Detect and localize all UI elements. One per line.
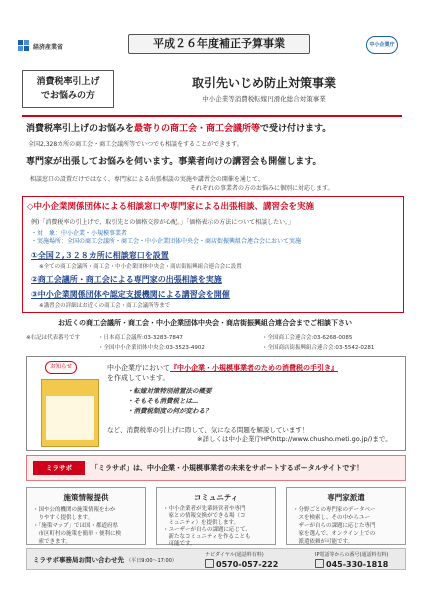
- lead-line-4b: それぞれの事業者の方のお悩みに個別に対応します。: [190, 185, 334, 192]
- mirasapo-band: [26, 455, 406, 481]
- notice-f2: ※詳しくは中小企業庁HP(http://www.chusho.meti.go.jp/)まで。: [197, 435, 392, 443]
- meti-logo-block: [18, 38, 88, 54]
- topic-3: ・消費税制度の何が変わる？: [127, 407, 212, 415]
- notice-footer: [107, 426, 392, 444]
- meti-name: 経済産業省: [33, 43, 64, 51]
- handbook-cover-image: [41, 379, 99, 447]
- pane-policy-line: りやすく提供します。: [33, 515, 94, 521]
- phone-icon: [205, 559, 214, 568]
- handbook-topics: [127, 386, 212, 416]
- notice-l1: 中小企業庁において: [107, 364, 170, 372]
- lead-line-1: [26, 121, 331, 134]
- lead-line-4a: 相談窓口の設置だけではなく、専門家による出張相談の実施や講習会の開催を通じて、: [30, 176, 264, 183]
- pane-expert-title: 専門家派遣: [327, 493, 365, 502]
- support-heading: ◇中小企業関係団体による相談窓口や専門家による出張相談、講習会を実施: [27, 202, 315, 212]
- pane-expert-line: ザーが自らの課題に応じた専門: [293, 523, 376, 529]
- contact-jcci: ・日本商工会議所:03-3283-7847: [98, 335, 183, 341]
- footer-inquiry: [33, 555, 177, 564]
- lead-line-2: 全国2,328カ所の商工会・商工会議所等でいつでも相談をすることができます。: [28, 141, 243, 148]
- left-title-box: [22, 70, 114, 108]
- pane-policy-line: ・「施策マップ」では国・都道府県: [33, 523, 119, 529]
- pane-community: [156, 487, 276, 545]
- notice-l2: を作成しています。: [107, 374, 170, 382]
- main-title: 取引先いじめ防止対策事業: [191, 76, 336, 90]
- pane-policy-line: 市区町村の施策を簡単・便利に検: [33, 531, 122, 537]
- pane-community-line: 家との情報交換ができる場（コ: [163, 513, 246, 519]
- ip-number[interactable]: 045-330-1818: [326, 560, 389, 569]
- pane-expert-line: スを検索し、その中からユー: [293, 515, 371, 521]
- handbook-illustration: [46, 396, 94, 440]
- navi-label: ナビダイヤル(通話料有料): [205, 552, 264, 558]
- pane-community-line: 新たなコミュニティを作ることも: [163, 534, 251, 540]
- contact-shokokai: ・全国商工会連合会:03-6268-0085: [262, 335, 353, 341]
- contact-chuokai: ・全国中小企業団体中央会:03-3523-4902: [98, 345, 205, 351]
- item-1-sub: ※全ての商工会議所・商工会・中小企業団体中央会・商店街振興組合連合会に設置: [39, 264, 242, 270]
- consult-line: お近くの商工会議所・商工会・中小企業団体中央会・商店街振興組合連合会までご相談下さい: [58, 319, 352, 327]
- navi-dial: [205, 551, 278, 569]
- pane-policy-title: 施策情報提供: [63, 493, 109, 502]
- left-title-line-1: 消費税率引上げ: [36, 77, 100, 87]
- item-1: ①全国２,３２８カ所に相談窓口を設置: [31, 251, 169, 260]
- pane-policy-info: [26, 487, 146, 545]
- ip-label: IP電話等からの番号(通話料有料): [315, 552, 389, 558]
- org-line: ・実施場所：全国の商工会議所・商工会・中小企業団体中央会・商店街振興組合連合会において実施: [31, 238, 302, 245]
- mirasapo-logo: ミラサポ: [33, 461, 85, 475]
- pane-expert-line: 派遣依頼が可能です。: [293, 539, 354, 545]
- footer-contact-band: [26, 548, 406, 570]
- contact-shotengai: ・全国商店街振興組合連合会:03-5542-0281: [262, 345, 375, 351]
- fiscal-year-title: 平成２６年度補正予算事業: [128, 34, 310, 54]
- pane-expert-line: 家を選んで、オンライン上での: [293, 531, 376, 537]
- lead-line-4: [30, 175, 334, 193]
- pane-policy-line: 索できます。: [33, 539, 72, 545]
- lead-line-1-a: 消費税率引上げのお悩みを: [26, 124, 135, 134]
- footer-hours: （平日9:00〜17:00）: [126, 558, 177, 564]
- pane-expert-dispatch: [286, 487, 406, 545]
- lead-line-1-red: 最寄りの商工会・商工会議所等: [134, 124, 261, 134]
- pane-community-line: 可能です。: [163, 541, 196, 547]
- contacts-note: ※右記は代表番号です: [26, 335, 81, 341]
- pane-expert-body: [287, 503, 405, 549]
- pane-expert-line: ・分野ごとの専門家のデータベー: [293, 507, 376, 513]
- pane-community-line: ・ユーザーが自らの課題に応じて、: [163, 527, 251, 533]
- pane-policy-line: ・国や公的機関の施策情報をわか: [33, 507, 116, 513]
- pane-community-body: [157, 503, 275, 551]
- navi-number[interactable]: 0570-057-222: [216, 560, 279, 569]
- main-subtitle: 中小企業等消費税転嫁円滑化総合対策事業: [202, 95, 326, 103]
- phone-icon: [315, 559, 324, 568]
- pane-community-line: ・中小企業者が先輩経営者や専門: [163, 506, 246, 512]
- meti-emblem-icon: [18, 40, 30, 52]
- pane-community-line: ミュニティ）を提供します。: [163, 520, 240, 526]
- notice-box: [26, 356, 406, 451]
- red-divider: [22, 115, 402, 117]
- footer-inquiry-label: ミラサポ事務局お問い合わせ先: [33, 556, 124, 564]
- lead-line-3: 専門家が出張してお悩みを伺います。事業者向けの講習会も開催します。: [26, 157, 322, 167]
- main-title-box: [124, 66, 404, 108]
- topic-1: ・転嫁対策特別措置法の概要: [127, 387, 212, 395]
- handbook-title: 『中小企業・小規模事業者のための消費税の手引き』: [170, 364, 338, 372]
- left-title-line-2: でお悩みの方: [40, 91, 95, 101]
- notice-label: お知らせ: [45, 361, 77, 374]
- target-info: [31, 230, 301, 246]
- notice-intro: [107, 363, 338, 383]
- notice-f1: など、消費税率の引上げに際して、気になる問題を解説しています！: [107, 426, 309, 434]
- pane-policy-body: [27, 503, 145, 549]
- pane-community-title: コミュニティ: [193, 493, 239, 502]
- topic-2: ・そもそも消費税とは…: [127, 397, 199, 405]
- item-2: ②商工会議所・商工会による専門家の出張相談を実施: [31, 275, 222, 284]
- item-3: ③中小企業関係団体や認定支援機関による講習会を開催: [31, 290, 230, 299]
- ip-phone: [315, 551, 388, 569]
- support-details-box: [22, 196, 404, 313]
- target-line: ・対 象：中小企業・小規模事業者: [31, 230, 128, 237]
- mirasapo-text: 「ミラサポ」は、中小企業・小規模事業者の未来をサポートするポータルサイトです！: [91, 464, 364, 472]
- item-3-sub: ※講習会の詳細はお近くの商工会・商工会議所等まで: [39, 303, 171, 309]
- consult-example: 例)「消費税率の引上げで、取引先との価格交渉が心配。」「価格表示の方法について相談したい。」: [31, 219, 295, 226]
- lead-line-1-b: で受け付けます。: [260, 124, 332, 134]
- chusho-logo: 中小企業庁: [366, 36, 398, 54]
